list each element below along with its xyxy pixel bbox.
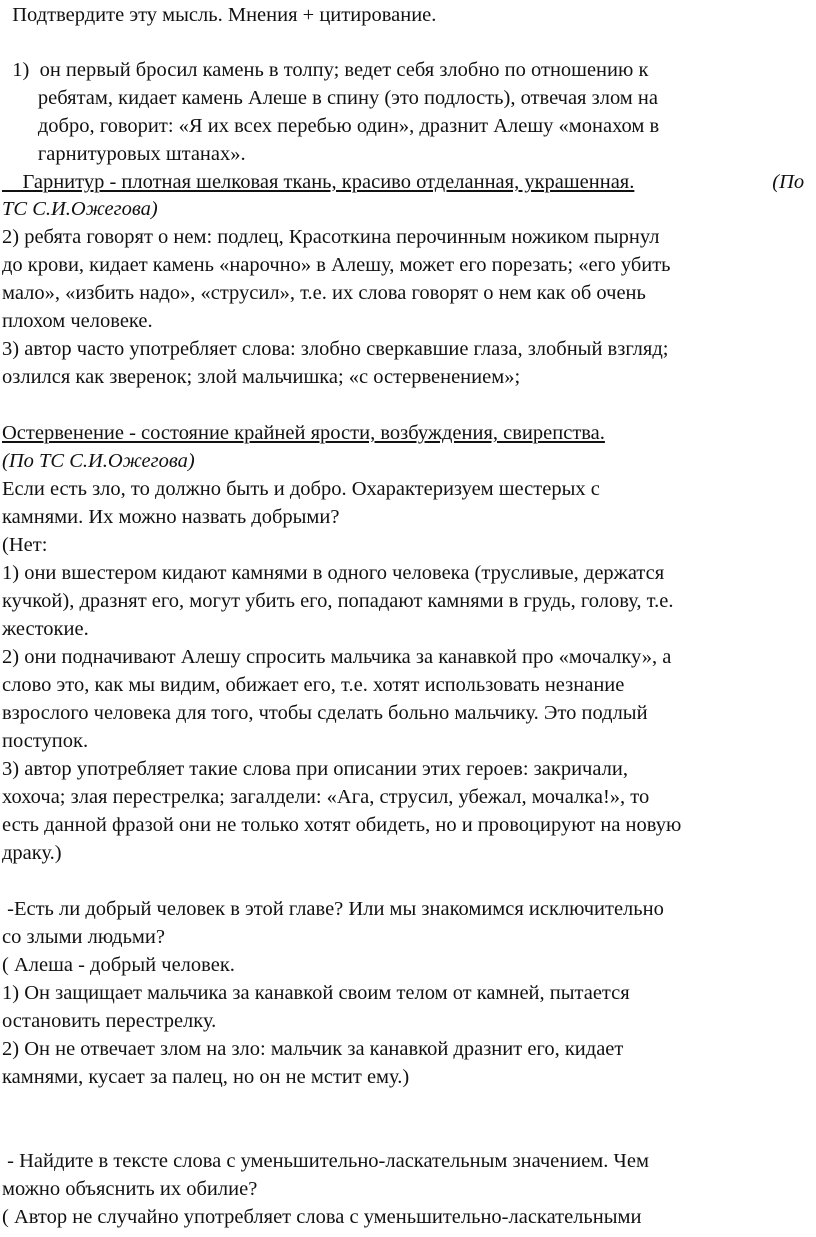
text-line: слово это, как мы видим, обижает его, т.е. хотят использовать незнание xyxy=(2,674,625,696)
text-line: 1) он первый бросил камень в толпу; ведет себя злобно по отношению к xyxy=(2,59,649,81)
text-line: мало», «избить надо», «струсил», т.е. их слова говорят о нем как об очень xyxy=(2,282,646,304)
text-line: плохом человеке. xyxy=(2,310,153,332)
text-line: хохоча; злая перестрелка; загалдели: «Ага, струсил, убежал, мочалка!», то xyxy=(2,786,650,808)
text-line: 2) они подначивают Алешу спросить мальчика за канавкой про «мочалку», а xyxy=(2,646,672,668)
text-line: ( Алеша - добрый человек. xyxy=(2,954,235,976)
text-line: 1) Он защищает мальчика за канавкой своим телом от камней, пытается xyxy=(2,982,630,1004)
text-line: 1) они вшестером кидают камнями в одного человека (трусливые, держатся xyxy=(2,562,665,584)
text-line: остановить перестрелку. xyxy=(2,1010,217,1032)
text-line: кучкой), дразнят его, могут убить его, попадают камнями в грудь, голову, т.е. xyxy=(2,590,674,612)
text-line: 3) автор употребляет такие слова при описании этих героев: закричали, xyxy=(2,758,628,780)
text-line: Подтвердите эту мысль. Мнения + цитирование. xyxy=(2,4,437,26)
text-line: со злыми людьми? xyxy=(2,926,165,948)
text-line: (По xyxy=(762,171,805,193)
text-line: - Найдите в тексте слова с уменьшительно-ласкательным значением. Чем xyxy=(2,1150,649,1172)
text-line: драку.) xyxy=(2,842,62,864)
text-line: можно объяснить их обилие? xyxy=(2,1178,258,1200)
text-line: 3) автор часто употребляет слова: злобно сверкавшие глаза, злобный взгляд; xyxy=(2,338,669,360)
text-line: озлился как зверенок; злой мальчишка; «с остервенением»; xyxy=(2,366,521,388)
text-line: (Нет: xyxy=(2,534,48,556)
text-line: -Есть ли добрый человек в этой главе? Или мы знакомимся исключительно xyxy=(2,898,664,920)
text-line: гарнитуровых штанах». xyxy=(2,143,246,165)
text-line: до крови, кидает камень «нарочно» в Алешу, может его порезать; «его убить xyxy=(2,254,671,276)
text-line: ТС С.И.Ожегова) xyxy=(2,198,158,220)
text-line: взрослого человека для того, чтобы сделать больно мальчику. Это подлый xyxy=(2,702,648,724)
text-line: поступок. xyxy=(2,730,89,752)
text-line: Остервенение - состояние крайней ярости, возбуждения, свирепства. xyxy=(2,422,605,444)
text-line: Если есть зло, то должно быть и добро. Охарактеризуем шестерых с xyxy=(2,478,600,500)
text-line: 2) ребята говорят о нем: подлец, Красоткина перочинным ножиком пырнул xyxy=(2,226,660,248)
text-line: добро, говорит: «Я их всех перебью один», дразнит Алешу «монахом в xyxy=(2,115,660,137)
text-line: 2) Он не отвечает злом на зло: мальчик за канавкой дразнит его, кидает xyxy=(2,1038,624,1060)
text-line: (По ТС С.И.Ожегова) xyxy=(2,450,195,472)
text-line: ребятам, кидает камень Алеше в спину (это подлость), отвечая злом на xyxy=(2,87,658,109)
text-line: есть данной фразой они не только хотят обидеть, но и провоцируют на новую xyxy=(2,814,682,836)
text-line: камнями. Их можно назвать добрыми? xyxy=(2,506,340,528)
text-line: камнями, кусает за палец, но он не мстит ему.) xyxy=(2,1066,410,1088)
text-line: жестокие. xyxy=(2,618,89,640)
text-line: ( Автор не случайно употребляет слова с уменьшительно-ласкательными xyxy=(2,1206,642,1228)
text-line: Гарнитур - плотная шелковая ткань, красиво отделанная, украшенная. xyxy=(2,171,635,193)
